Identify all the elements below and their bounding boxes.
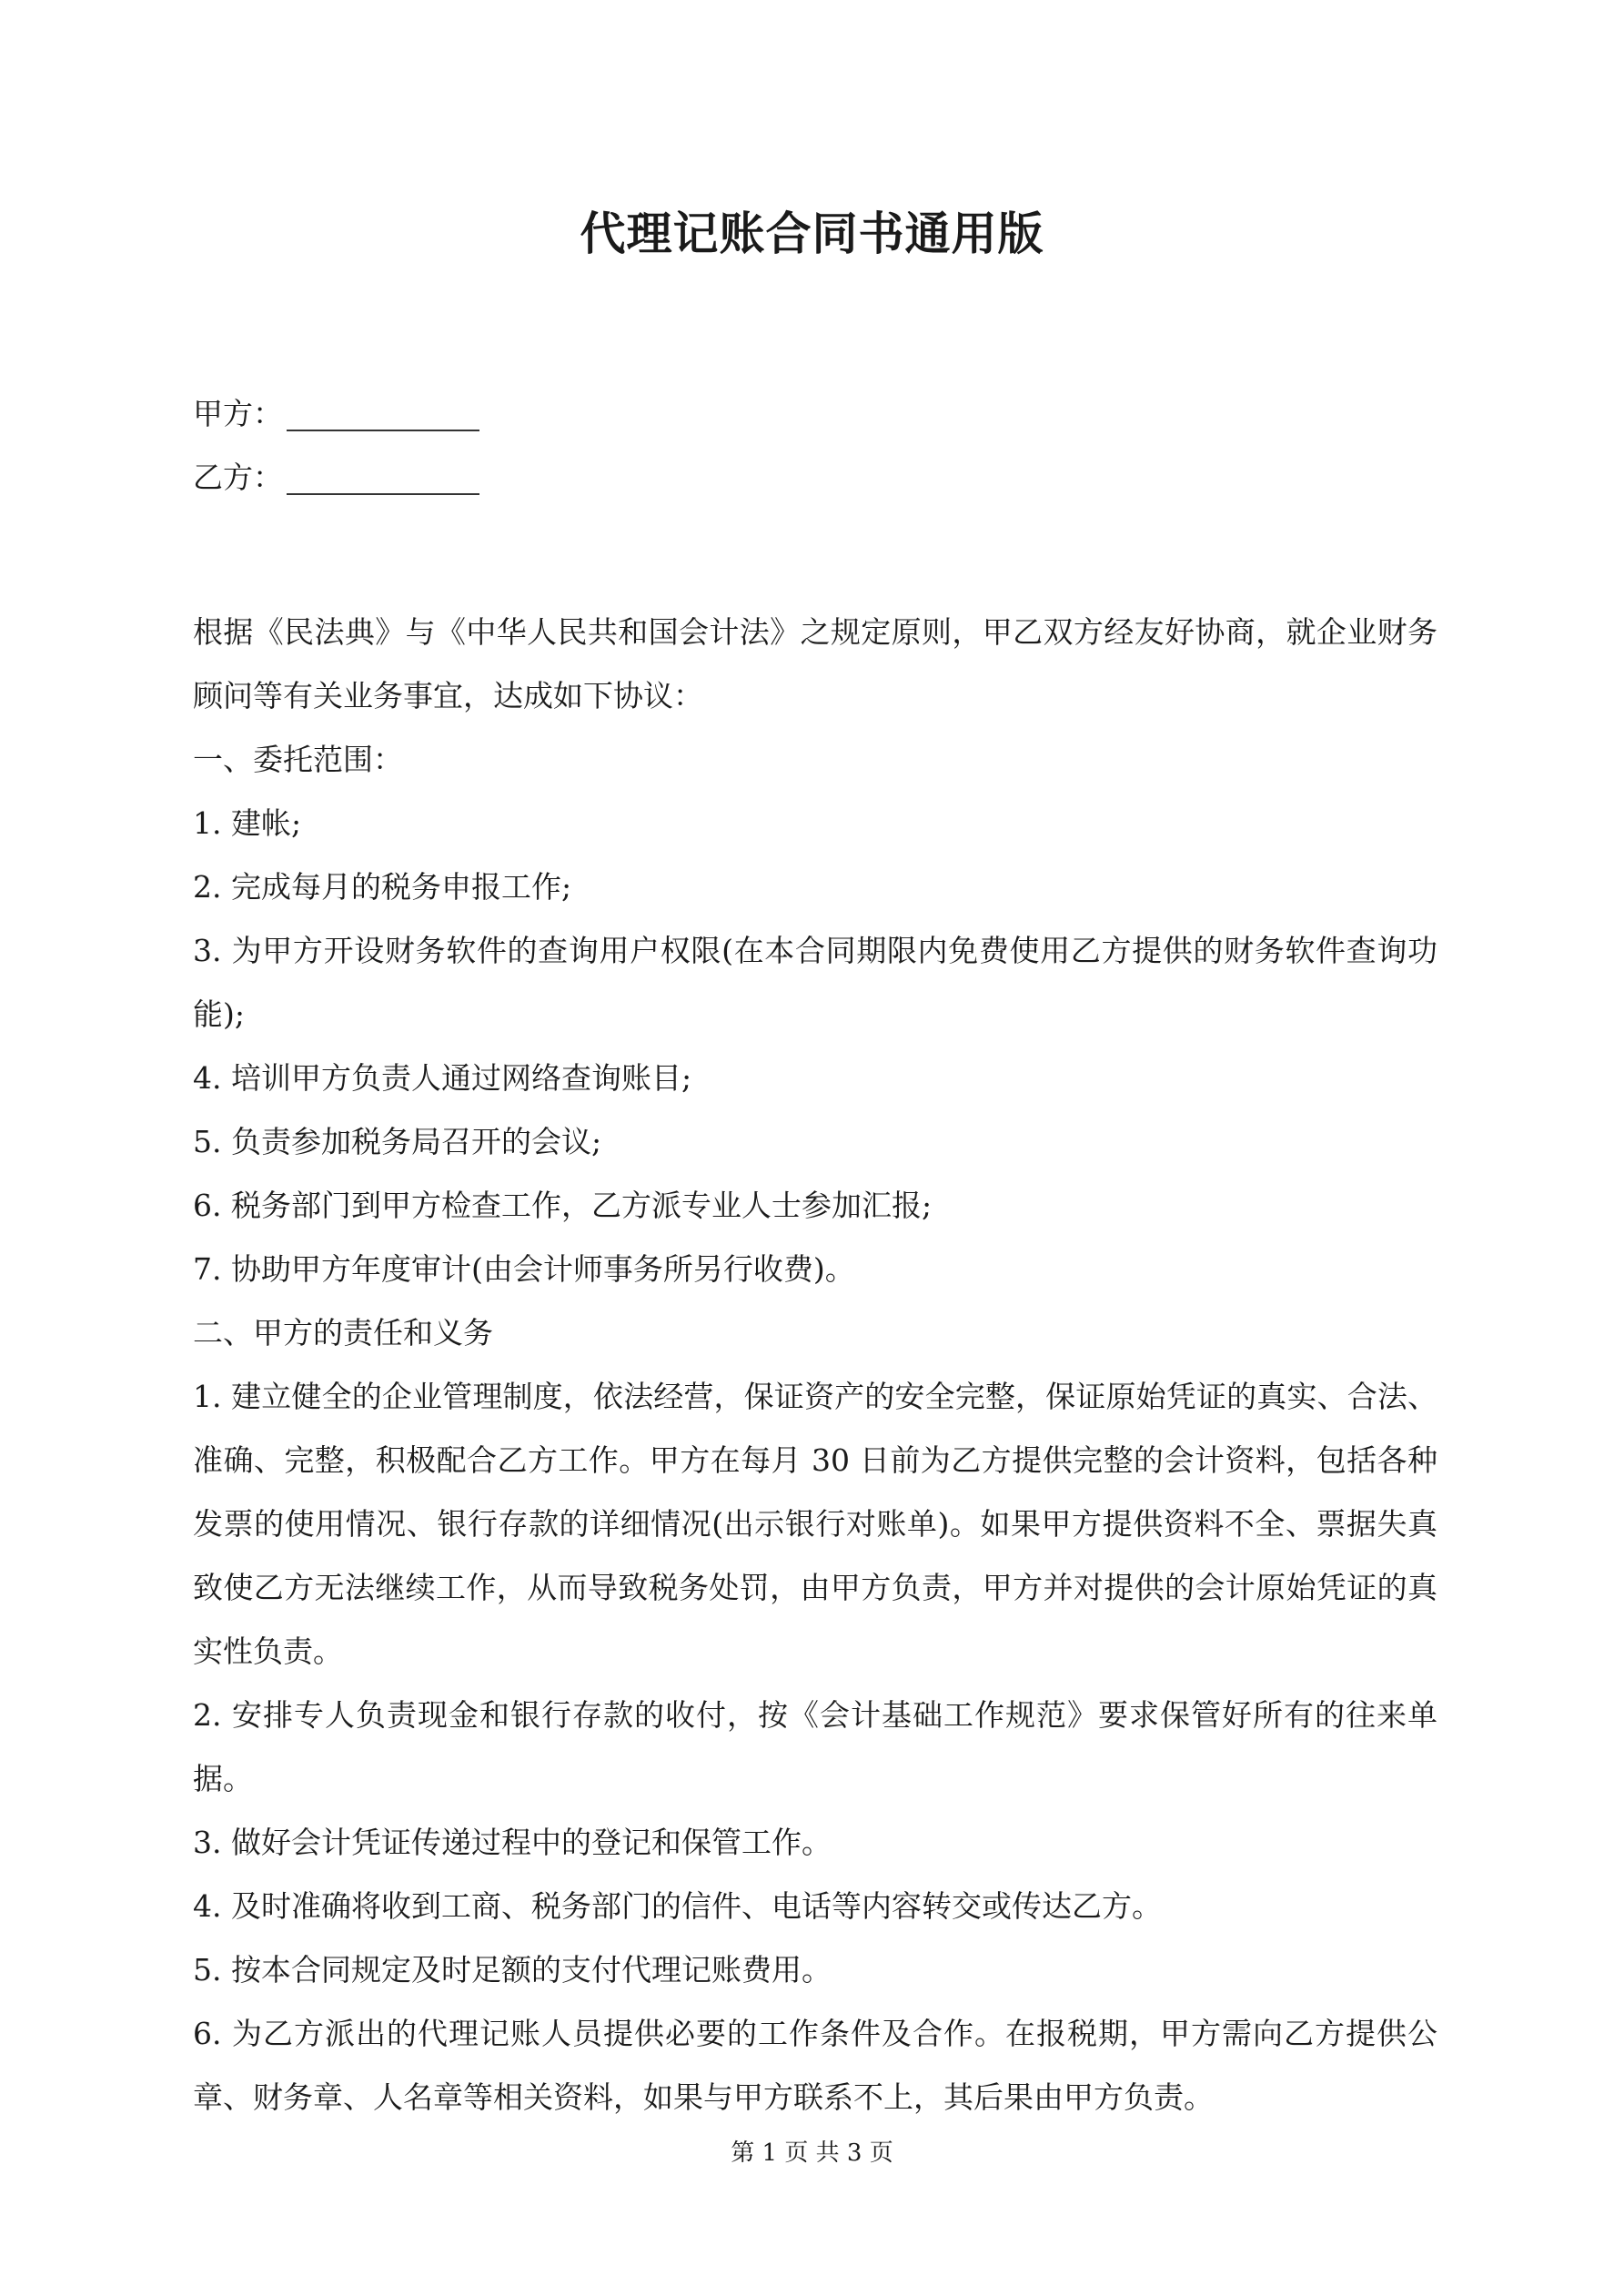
duty-item-6: 6. 为乙方派出的代理记账人员提供必要的工作条件及合作。在报税期，甲方需向乙方提供公章、财务章、人名章等相关资料，如果与甲方联系不上，其后果由甲方负责。 bbox=[193, 2016, 1437, 2115]
party-b-label: 乙方： bbox=[193, 460, 283, 495]
document-title: 代理记账合同书通用版 bbox=[580, 207, 1044, 260]
scope-item-3: 3. 为甲方开设财务软件的查询用户权限(在本合同期限内免费使用乙方提供的财务软件查询功能); bbox=[193, 933, 1437, 1032]
party-b-line bbox=[193, 446, 1437, 510]
scope-item-4: 4. 培训甲方负责人通过网络查询账目; bbox=[193, 1060, 692, 1096]
page-footer: 第 1 页 共 3 页 bbox=[731, 2139, 893, 2167]
intro-paragraph: 根据《民法典》与《中华人民共和国会计法》之规定原则，甲乙双方经友好协商，就企业财务顾问等有关业务事宜，达成如下协议： bbox=[193, 614, 1437, 713]
duty-item-3: 3. 做好会计凭证传递过程中的登记和保管工作。 bbox=[193, 1825, 832, 1860]
duty-item-2: 2. 安排专人负责现金和银行存款的收付，按《会计基础工作规范》要求保管好所有的往来单据。 bbox=[193, 1697, 1437, 1796]
party-a-line bbox=[193, 382, 1437, 446]
scope-item-5: 5. 负责参加税务局召开的会议; bbox=[193, 1124, 602, 1159]
party-b-blank bbox=[287, 466, 479, 495]
party-a-label: 甲方： bbox=[193, 396, 283, 431]
scope-item-6: 6. 税务部门到甲方检查工作，乙方派专业人士参加汇报; bbox=[193, 1188, 933, 1223]
scope-item-1: 1. 建帐; bbox=[193, 805, 302, 841]
scope-item-2: 2. 完成每月的税务申报工作; bbox=[193, 869, 572, 905]
party-a-blank bbox=[287, 402, 479, 431]
document-body bbox=[193, 382, 1437, 2129]
section-heading-party-a-duties: 二、甲方的责任和义务 bbox=[193, 1315, 493, 1350]
section-spacer bbox=[193, 510, 1437, 601]
duty-item-5: 5. 按本合同规定及时足额的支付代理记账费用。 bbox=[193, 1952, 832, 1988]
section-heading-scope: 一、委托范围： bbox=[193, 742, 403, 777]
duty-item-4: 4. 及时准确将收到工商、税务部门的信件、电话等内容转交或传达乙方。 bbox=[193, 1888, 1162, 1924]
scope-item-7: 7. 协助甲方年度审计(由会计师事务所另行收费)。 bbox=[193, 1251, 855, 1287]
duty-item-1: 1. 建立健全的企业管理制度，依法经营，保证资产的安全完整，保证原始凭证的真实、合法、准确、完整，积极配合乙方工作。甲方在每月 30 日前为乙方提供完整的会计资料，包括各种发票的使用情况、银行存款的详细情况(出示银行对账单)。如果甲方提供资料不全、票据失真致使乙方无法继续工作，从而导致税务处罚，由甲方负责，甲方并对提供的会计原始凭证的真实性负责。 bbox=[193, 1379, 1437, 1669]
